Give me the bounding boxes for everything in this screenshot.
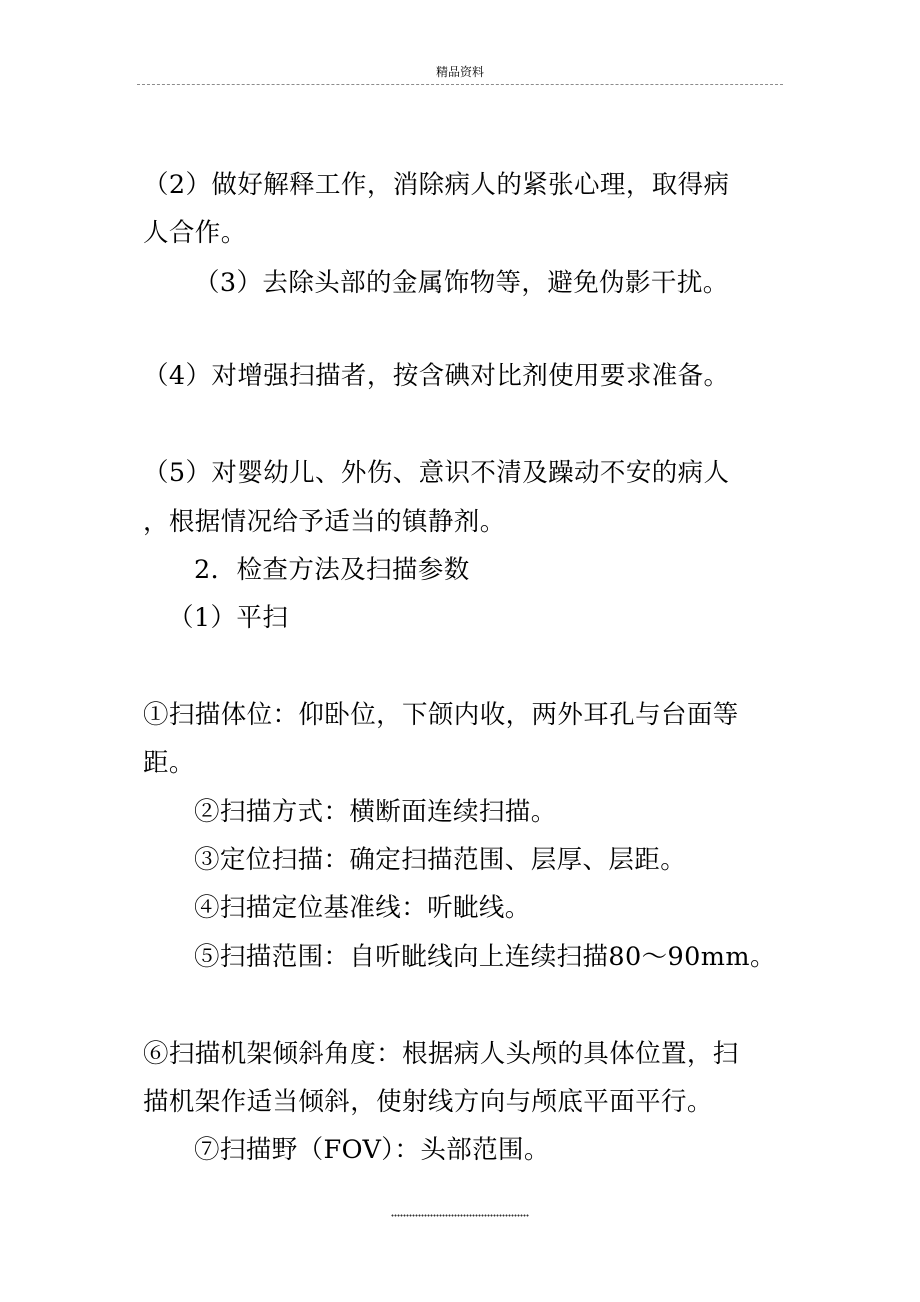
text-line-item-6: ⑥扫描机架倾斜角度：根据病人头颅的具体位置，扫	[143, 1039, 739, 1069]
text-line-prep-5: （5）对婴幼儿、外伤、意识不清及躁动不安的病人	[143, 458, 730, 488]
text-line-item-4: ④扫描定位基准线：听眦线。	[194, 893, 531, 923]
text-line-prep-4: （4）对增强扫描者，按含碘对比剂使用要求准备。	[143, 361, 730, 391]
text-line-prep-3: （3）去除头部的金属饰物等，避免伪影干扰。	[194, 268, 729, 298]
text-line-item-7: ⑦扫描野（FOV）：头部范围。	[194, 1135, 550, 1165]
text-line-item-5: ⑤扫描范围：自听眦线向上连续扫描80～90mm。	[194, 942, 776, 972]
text-line-item-1: ①扫描体位：仰卧位，下颌内收，两外耳孔与台面等	[143, 700, 739, 730]
text-line-item-1-cont: 距。	[143, 748, 195, 778]
text-line-prep-2-cont: 人合作。	[143, 218, 247, 248]
text-line-prep-5-cont: ，根据情况给予适当的镇静剂。	[143, 507, 506, 537]
text-line-prep-2: （2）做好解释工作，消除病人的紧张心理，取得病	[143, 170, 730, 200]
header-divider	[137, 84, 783, 85]
footer-dotted-rule	[391, 1214, 529, 1217]
text-line-item-6-cont: 描机架作适当倾斜，使射线方向与颅底平面平行。	[143, 1087, 713, 1117]
section-heading-method: 2．检查方法及扫描参数	[194, 555, 470, 585]
text-line-item-3: ③定位扫描：确定扫描范围、层厚、层距。	[194, 845, 687, 875]
text-line-item-2: ②扫描方式：横断面连续扫描。	[194, 797, 557, 827]
page-header-title: 精品资料	[435, 65, 484, 79]
subheading-plain-scan: （1）平扫	[168, 603, 289, 633]
